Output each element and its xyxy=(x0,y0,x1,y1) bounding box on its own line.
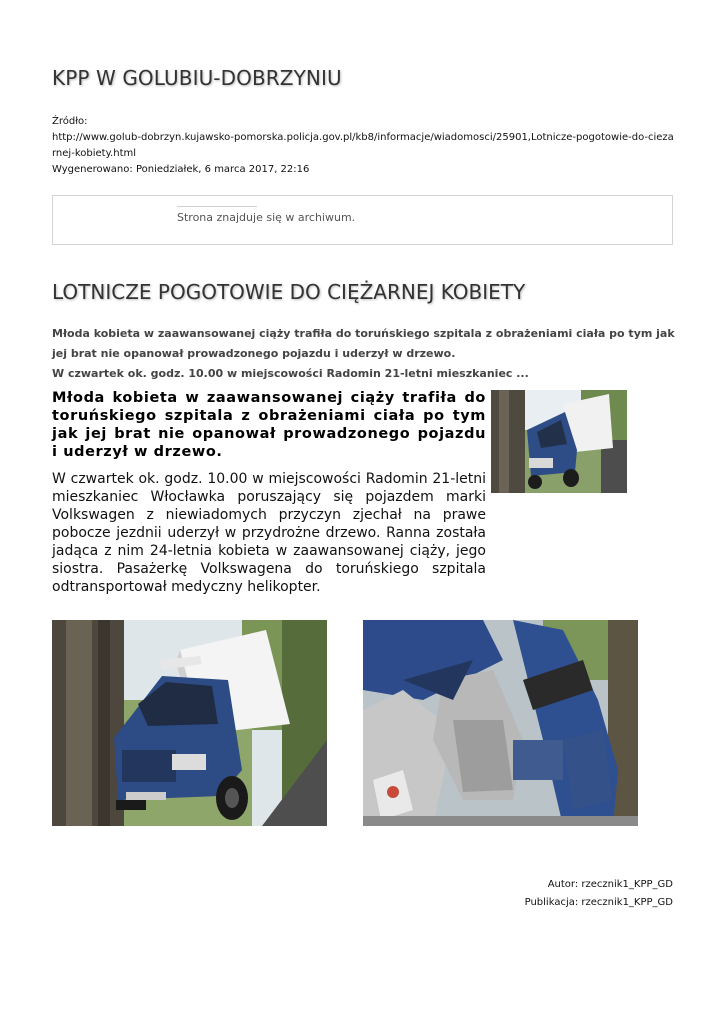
generated-date: Wygenerowano: Poniedziałek, 6 marca 2017, 22:16 xyxy=(52,164,310,175)
document-meta xyxy=(52,114,677,178)
article-body-lead: Młoda kobieta w zaawansowanej ciąży trafiła do toruńskiego szpitala z obrażeniami ciała po tym jak jej brat nie opanował prowadzonego pojazdu i uderzył w drzewo. xyxy=(52,390,486,460)
source-url-link[interactable]: http://www.golub-dobrzyn.kujawsko-pomorska.policja.gov.pl/kb8/informacje/wiadomosci/25901,Lotnicze-pogotowie-do-ciezarnej-kobiety.html xyxy=(52,132,674,159)
archive-notice: Strona znajduje się w archiwum. xyxy=(177,211,356,224)
publication-label: Publikacja: rzecznik1_KPP_GD xyxy=(524,897,673,908)
author-label: Autor: rzecznik1_KPP_GD xyxy=(547,879,673,890)
article-title: LOTNICZE POGOTOWIE DO CIĘŻARNEJ KOBIETY xyxy=(52,280,526,304)
article-body-text: W czwartek ok. godz. 10.00 w miejscowości Radomin 21-letni mieszkaniec Włocławka poruszający się pojazdem marki Volkswagen z niewiadomych przyczyn zjechał na prawe pobocze jezdnii uderzył w przydrożne drzewo. Ranna została jadąca z nim 24-letnia kobieta w zaawansowanej ciąży, jego siostra. Pasażerkę Volkswagena do toruńskiego szpitala odtransportował medyczny helikopter. xyxy=(52,471,486,595)
lead-summary: Młoda kobieta w zaawansowanej ciąży trafiła do toruńskiego szpitala z obrażeniami ciała po tym jak jej brat nie opanował prowadzonego pojazdu i uderzył w drzewo. xyxy=(52,327,675,360)
article-thumbnail-photo[interactable] xyxy=(491,390,627,493)
archive-notice-box xyxy=(52,195,673,245)
source-label: Źródło: xyxy=(52,116,88,127)
article-footer xyxy=(525,876,673,912)
crash-photo-cab-interior[interactable] xyxy=(363,620,638,826)
lead-excerpt: W czwartek ok. godz. 10.00 w miejscowości Radomin 21-letni mieszkaniec ... xyxy=(52,367,529,380)
archive-divider xyxy=(177,206,257,207)
crash-photo-van-tree[interactable] xyxy=(52,620,327,826)
site-title: KPP W GOLUBIU-DOBRZYNIU xyxy=(52,66,342,90)
article-lead xyxy=(52,324,677,384)
